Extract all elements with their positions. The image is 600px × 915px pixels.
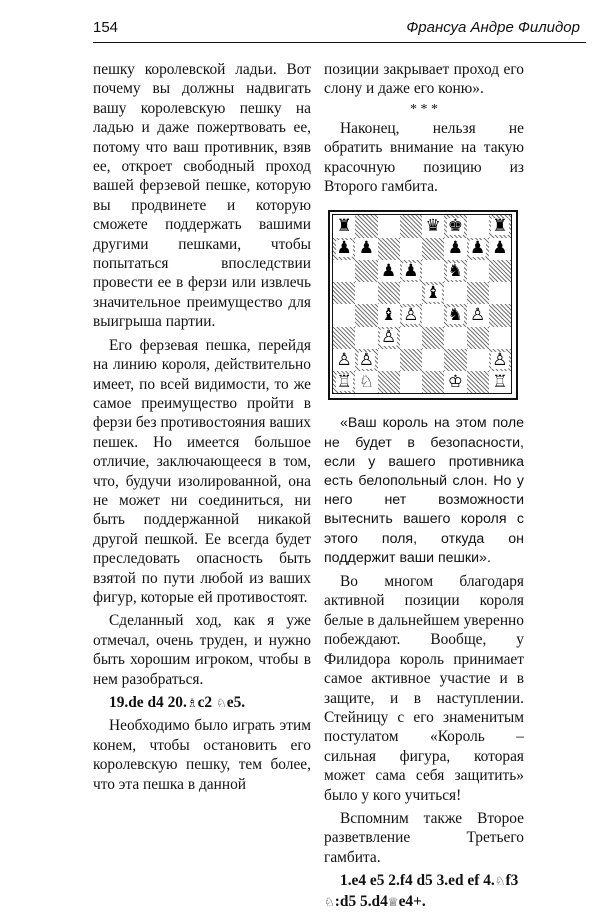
left-paragraph-2: Его ферзевая пешка, перейдя на линию короля, действительно имеет, по всей видимости, то же самое преимущество пройти в ферзи без противостояния ваших пешек. Но имеется большое отличие, заключающееся в том, что, будучи изолированной, она не может ни соединиться, ни быть поддержанной никакой другой пешкой. Ее всегда будет преследовать опасность быть взятой по пути любой из ваших фигур, которые ей противостоят. [93,336,311,606]
board-square [400,282,422,304]
board-square [489,215,511,237]
board-square [489,282,511,304]
right-paragraph-1: позиции закрывает проход его слону и даже его коню». [324,61,524,98]
board-square [489,327,511,349]
move-text: 1.e4 e5 2.f4 d5 3.ed ef 4. [340,872,495,890]
board-square [467,238,489,260]
board-square [467,349,489,371]
board-square [489,238,511,260]
board-square [467,304,489,326]
board-square [444,238,466,260]
white-king-icon: ♔ [447,371,463,392]
board-square [467,260,489,282]
quote-paragraph: «Ваш король на этом поле не будет в безопасности, если у вашего противника есть белопольный слон. Но у него нет возможности вытеснить вашего короля с этого поля, откуда он поддержит ваши пешки». [324,415,524,566]
board-square [333,282,355,304]
board-square [489,260,511,282]
move-text: f3 [505,872,519,890]
board-square [400,260,422,282]
board-square [400,238,422,260]
board-square [422,260,444,282]
black-rook-icon: ♜ [336,216,352,237]
black-pawn-icon: ♟ [492,238,508,259]
left-paragraph-1: пешку королевской ладьи. Вот почему вы должны надвигать вашу королевскую пешку на ладью и даже пожертвовать ее, потому что ваш противник, взяв ее, откроет свободный проход вашей ферзевой пешке, которую вы продвинете и которую сможете поддержать вашими другими пешками, чтобы попытаться впоследствии провести ее в ферзи или извлечь значительное преимущество для выигрыша партии. [93,61,311,331]
black-knight-icon: ♞ [447,305,463,326]
board-square [333,304,355,326]
running-head: Франсуа Андре Филидор [406,19,580,36]
white-pawn-icon: ♙ [336,349,352,370]
right-paragraph-2: Наконец, нельзя не обратить внимание на такую красочную позицию из Второго гамбита. [324,119,524,196]
board-square [467,215,489,237]
move-text: e5. [226,694,246,711]
board-square [378,260,400,282]
left-paragraph-4: Необходимо было играть этим конем, чтобы остановить его королевскую пешку, тем более, что эта пешка в данной [93,717,311,793]
white-rook-icon: ♖ [492,371,508,392]
bishop-icon: ♗ [186,696,198,710]
move-text: e4+. [398,892,426,910]
board-square [444,282,466,304]
board-square [333,238,355,260]
board-square [400,215,422,237]
board-square [422,304,444,326]
board-square [355,327,377,349]
board-square [333,327,355,349]
white-knight-icon: ♘ [358,371,374,392]
board-square [355,282,377,304]
board-square [422,238,444,260]
move-text: :d5 5.d4 [334,892,388,910]
board-square [444,215,466,237]
white-pawn-icon: ♙ [381,327,397,348]
board-square [444,304,466,326]
board-square [444,260,466,282]
board-square [378,371,400,393]
white-pawn-icon: ♙ [470,305,486,326]
board-square [467,282,489,304]
left-paragraph-3: Сделанный ход, как я уже отмечал, очень труден, и нужно быть хорошим игроком, чтобы в нем разобраться. [93,612,311,688]
board-square [333,349,355,371]
board-square [355,215,377,237]
board-square [378,304,400,326]
black-pawn-icon: ♟ [447,238,463,259]
board-square [400,349,422,371]
black-pawn-icon: ♟ [470,238,486,259]
board-square [467,327,489,349]
black-knight-icon: ♞ [447,260,463,281]
black-rook-icon: ♜ [492,216,508,237]
board-square [355,304,377,326]
board-square [422,327,444,349]
board-square [422,371,444,393]
black-king-icon: ♚ [447,216,463,237]
move-text: c2 [197,694,213,711]
black-pawn-icon: ♟ [381,260,397,281]
move-text: 19.de d4 20. [109,694,187,711]
board-square [489,371,511,393]
board-square [378,238,400,260]
board-square [333,215,355,237]
queen-icon: ♕ [387,894,399,909]
right-paragraph-3: Во многом благодаря активной позиции короля белые в дальнейшем уверенно побеждают. Вообще, у Филидора король принимает самое активное участие и в защите, и в наступлении. Стейницу с его знаменитым постулатом «Король – сильная фигура, которая может сама себя защитить» было у кого учиться! [324,573,524,804]
board-square [444,349,466,371]
knight-icon: ♘ [494,874,506,889]
board-square [422,282,444,304]
right-paragraph-4: Вспомним также Второе разветвление Третьего гамбита. [324,809,524,866]
black-bishop-icon: ♝ [425,282,441,303]
board-square [355,371,377,393]
move-line-2 [324,871,524,912]
board-square [378,327,400,349]
board-square [444,371,466,393]
white-pawn-icon: ♙ [358,349,374,370]
board-square [400,327,422,349]
black-pawn-icon: ♟ [336,238,352,259]
board-square [378,282,400,304]
chess-diagram [328,210,518,400]
black-bishop-icon: ♝ [381,305,397,326]
board-square [467,371,489,393]
board-square [489,304,511,326]
board-square [400,304,422,326]
board-square [444,327,466,349]
board-square [333,371,355,393]
board-square [489,349,511,371]
white-rook-icon: ♖ [336,371,352,392]
chess-board [332,214,512,394]
white-pawn-icon: ♙ [492,349,508,370]
right-column [324,60,524,915]
page-number: 154 [93,19,119,36]
board-square [400,371,422,393]
board-square [355,349,377,371]
white-pawn-icon: ♙ [403,305,419,326]
knight-icon: ♘ [324,894,335,909]
board-square [355,238,377,260]
board-square [422,349,444,371]
board-square [378,349,400,371]
board-square [378,215,400,237]
knight-icon: ♘ [215,696,227,710]
black-pawn-icon: ♟ [403,260,419,281]
left-column [93,60,311,798]
black-queen-icon: ♛ [425,216,441,237]
board-square [355,260,377,282]
header-rule [93,42,586,43]
board-square [333,260,355,282]
move-line-1 [93,693,311,713]
black-pawn-icon: ♟ [358,238,374,259]
board-square [422,215,444,237]
section-divider: * * * [410,101,438,117]
